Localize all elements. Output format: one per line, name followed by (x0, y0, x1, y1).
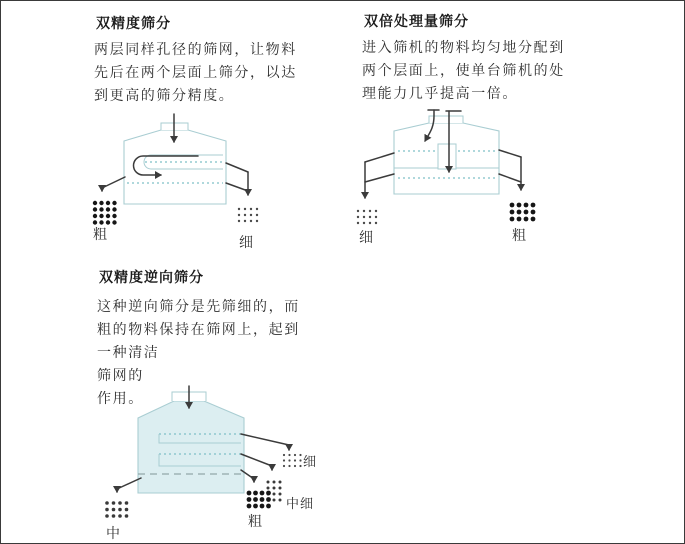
body-line: 这种逆向筛分是先筛细的，而 (97, 299, 300, 315)
fine-discharge-line-lower (365, 174, 394, 182)
coarse-dots (510, 203, 536, 222)
medium-fine-discharge-arrow (241, 454, 272, 470)
machine-body (394, 116, 499, 194)
output-label-coarse: 粗 (93, 227, 108, 243)
center-bypass-chute (438, 144, 456, 169)
body-line: 筛网的 (97, 368, 144, 384)
fine-discharge-line-upper (365, 153, 394, 162)
machine-body (124, 123, 226, 204)
section-double-precision (94, 13, 297, 108)
coarse-dots (247, 491, 271, 509)
diagram-double-precision-screening (81, 111, 281, 256)
body-line: 到更高的筛分精度。 (94, 88, 235, 104)
body-line: 作用。 (97, 391, 144, 407)
fine-dots (357, 210, 377, 224)
body-line: 进入筛机的物料均匀地分配到 (362, 40, 565, 56)
section-title: 双倍处理量筛分 (364, 14, 469, 30)
body-line: 先后在两个层面上筛分，以达 (94, 65, 297, 81)
output-label-fine: 细 (239, 235, 254, 251)
body-line: 两层同样孔径的筛网，让物料 (94, 42, 297, 58)
output-label-coarse: 粗 (512, 228, 527, 244)
output-label-fine: 细 (303, 455, 318, 470)
body-line: 理能力几乎提高一倍。 (362, 86, 518, 102)
medium-dots (105, 501, 128, 518)
section-double-throughput (362, 11, 565, 106)
body-line: 两个层面上，使单台筛机的处 (362, 63, 565, 79)
diagram-reverse-screening (96, 384, 336, 542)
fine-discharge-line-lower (226, 183, 248, 191)
fine-discharge-arrow (241, 434, 289, 450)
body-line: 一种清洁 (97, 345, 160, 361)
fine-dots (283, 454, 302, 467)
output-label-medium-fine: 中细 (286, 497, 315, 512)
output-label-medium: 中 (106, 526, 121, 542)
coarse-discharge-arrow (102, 177, 125, 191)
coarse-discharge-line-lower (499, 174, 521, 182)
output-label-fine: 细 (359, 230, 374, 246)
body-line: 粗的物料保持在筛网上，起到 (97, 322, 300, 338)
machine-body (138, 392, 244, 493)
output-label-coarse: 粗 (248, 514, 263, 530)
coarse-dots (93, 201, 117, 225)
coarse-discharge-line-upper (499, 150, 521, 157)
section-title: 双精度逆向筛分 (99, 270, 204, 286)
fine-dots (238, 208, 258, 222)
diagram-double-throughput-screening (346, 104, 546, 251)
section-title: 双精度筛分 (96, 16, 171, 32)
fine-discharge-line-upper (226, 163, 248, 172)
medium-discharge-arrow (117, 478, 141, 492)
